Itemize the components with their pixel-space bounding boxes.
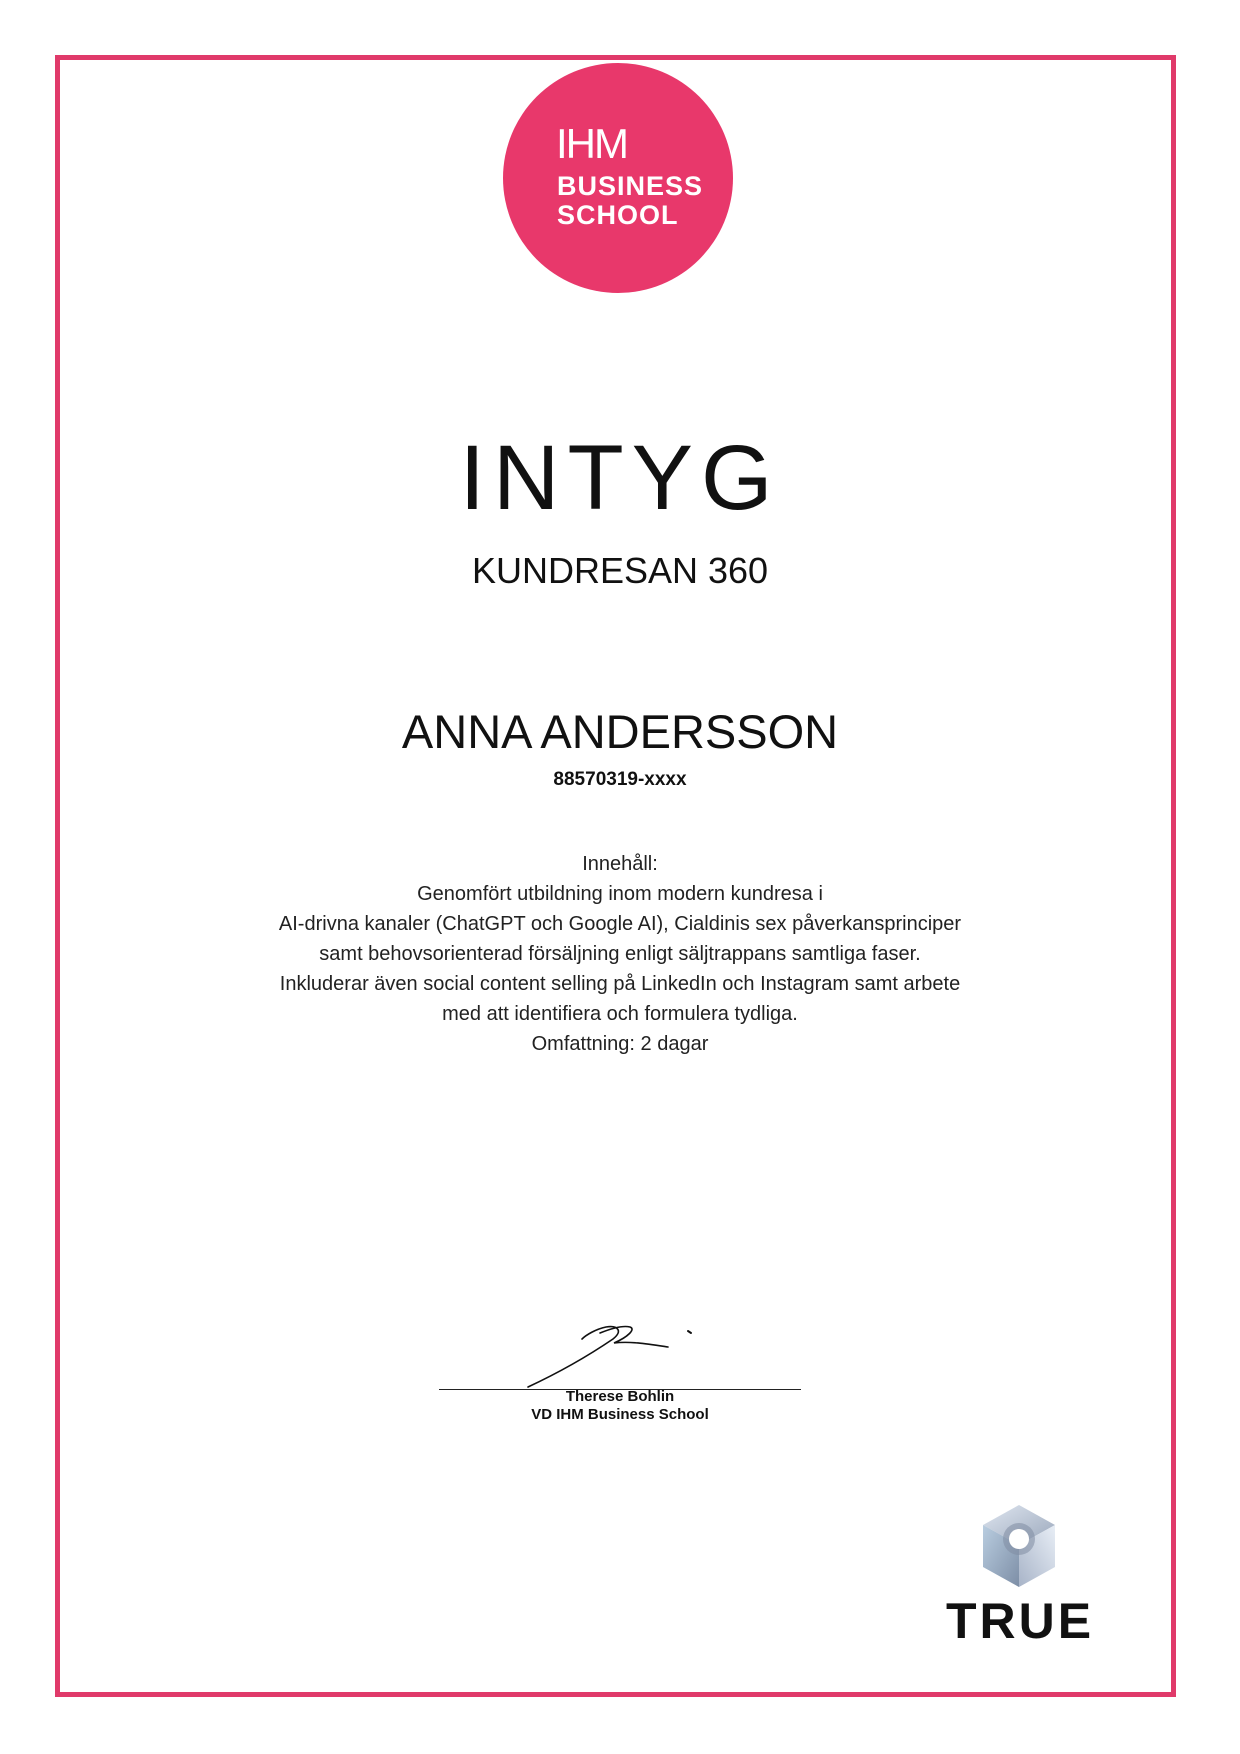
logo-school-text: SCHOOL <box>557 200 679 230</box>
true-cube-icon <box>978 1503 1060 1589</box>
signer-title: VD IHM Business School <box>531 1406 709 1423</box>
content-heading: Innehåll: <box>582 853 658 875</box>
logo-ihm-text: IHM <box>556 120 627 167</box>
content-line: AI-drivna kanaler (ChatGPT och Google AI), Cialdinis sex påverkansprinciper <box>278 913 962 935</box>
certificate-title: INTYG <box>459 427 781 529</box>
content-line: Genomfört utbildning inom modern kundresa i <box>417 883 823 905</box>
content-line: med att identifiera och formulera tydliga. <box>442 1003 798 1025</box>
content-line: Inkluderar även social content selling på LinkedIn och Instagram samt arbete <box>279 973 961 995</box>
course-name: KUNDRESAN 360 <box>471 550 769 591</box>
personal-number: 88570319-xxxx <box>553 769 687 790</box>
course-duration: Omfattning: 2 dagar <box>531 1033 709 1055</box>
ihm-business-school-logo <box>503 63 733 293</box>
course-content <box>0 849 1240 1059</box>
recipient-name: ANNA ANDERSSON <box>401 705 839 758</box>
handwritten-signature <box>518 1311 718 1391</box>
true-logo-text: TRUE <box>945 1593 1095 1649</box>
logo-business-text: BUSINESS <box>557 171 704 201</box>
signer-name: Therese Bohlin <box>565 1388 675 1405</box>
content-line: samt behovsorienterad försäljning enligt säljtrappans samtliga faser. <box>319 943 921 965</box>
